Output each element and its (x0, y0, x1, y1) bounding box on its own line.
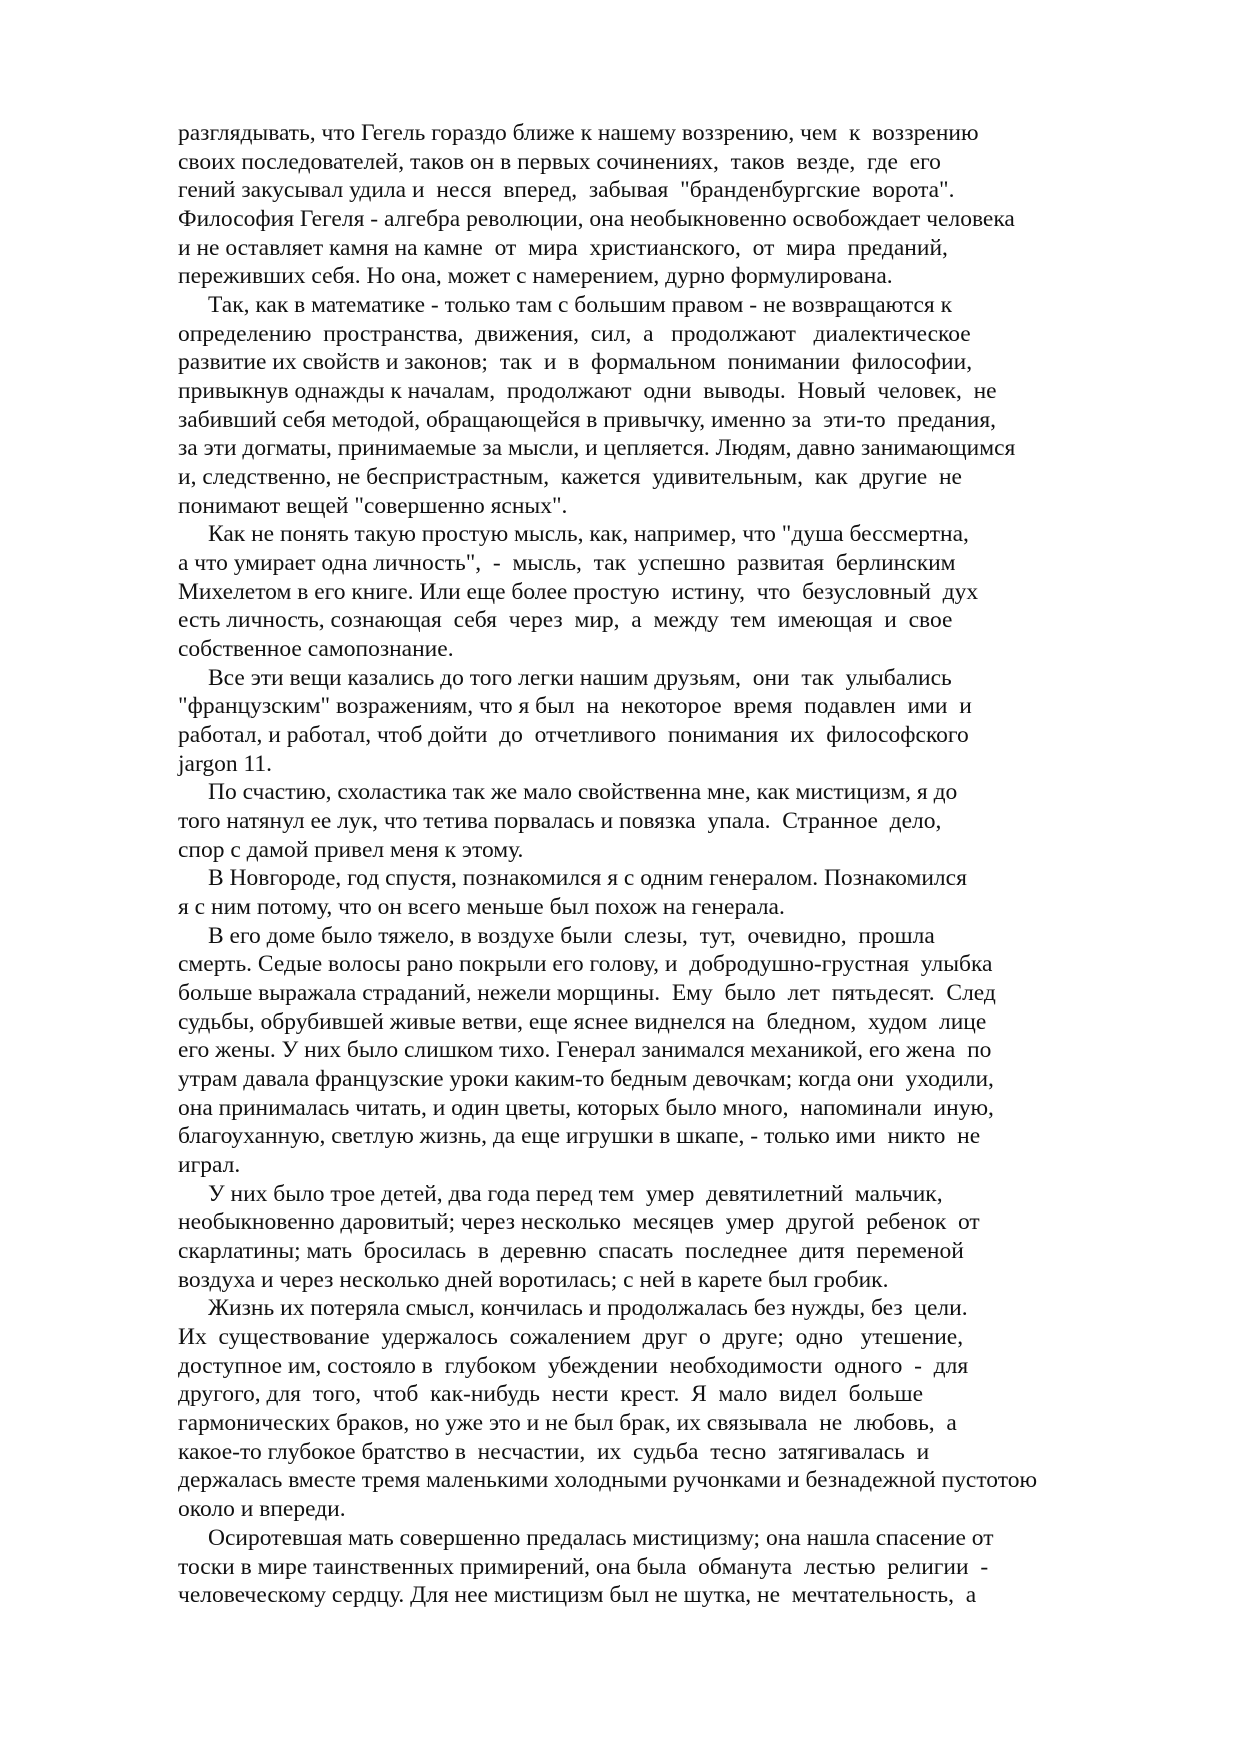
text-line: привыкнув однажды к началам, продолжают одни выводы. Новый человек, не (178, 378, 997, 405)
text-line: его жены. У них было слишком тихо. Генерал занимался механикой, его жена по (178, 1037, 992, 1064)
text-line: необыкновенно даровитый; через несколько месяцев умер другой ребенок от (178, 1209, 980, 1236)
text-line: судьбы, обрубившей живые ветви, еще яснее виднелся на бледном, худом лице (178, 1008, 987, 1035)
text-line: определению пространства, движения, сил, а продолжают диалектическое (178, 320, 971, 347)
text-line: понимают вещей "совершенно ясных". (178, 492, 568, 519)
text-line: развитие их свойств и законов; так и в формальном понимании философии, (178, 349, 973, 376)
paragraph-first-line: Осиротевшая мать совершенно предалась мистицизму; она нашла спасение от (208, 1524, 994, 1551)
paragraph-first-line: По счастию, схоластика так же мало свойственна мне, как мистицизм, я до (208, 779, 958, 806)
text-line: "французским" возражениям, что я был на некоторое время подавлен ими и (178, 693, 972, 720)
text-line: есть личность, сознающая себя через мир, а между тем имеющая и свое (178, 607, 953, 634)
text-line: спор с дамой привел меня к этому. (178, 836, 524, 863)
text-line: jargon 11. (178, 750, 272, 777)
text-line: скарлатины; мать бросилась в деревню спасать последнее дитя переменой (178, 1238, 964, 1265)
text-line: благоуханную, светлую жизнь, да еще игрушки в шкапе, - только ими никто не (178, 1123, 981, 1150)
text-line: Их существование удержалось сожалением друг о друге; одно утешение, (178, 1324, 964, 1351)
text-line: утрам давала французские уроки каким-то бедным девочкам; когда они уходили, (178, 1066, 994, 1093)
text-line: воздуха и через несколько дней воротилась; с ней в карете был гробик. (178, 1266, 889, 1293)
text-line: тоски в мире таинственных примирений, она была обманута лестью религии - (178, 1553, 989, 1580)
paragraph-first-line: В Новгороде, год спустя, познакомился я с одним генералом. Познакомился (208, 865, 967, 892)
text-line: гармонических браков, но уже это и не был брак, их связывала не любовь, а (178, 1410, 957, 1437)
text-line: я с ним потому, что он всего меньше был похож на генерала. (178, 894, 785, 921)
paragraph-first-line: Жизнь их потеряла смысл, кончилась и продолжалась без нужды, без цели. (208, 1295, 968, 1322)
text-line: Философия Гегеля - алгебра революции, она необыкновенно освобождает человека (178, 206, 1015, 232)
text-line: какое-то глубокое братство в несчастии, их судьба тесно затягивалась и (178, 1438, 930, 1465)
text-line: около и впереди. (178, 1496, 346, 1523)
text-line: гений закусывал удила и несся вперед, забывая "бранденбургские ворота". (178, 177, 955, 204)
text-line: держалась вместе тремя маленькими холодными ручонками и безнадежной пустотою (178, 1467, 1038, 1494)
text-line: и, следственно, не беспристрастным, кажется удивительным, как другие не (178, 464, 962, 491)
text-line: того натянул ее лук, что тетива порвалась и повязка упала. Странное дело, (178, 808, 942, 835)
text-line: доступное им, состояло в глубоком убеждении необходимости одного - для (178, 1352, 969, 1379)
paragraph-first-line: разглядывать, что Гегель гораздо ближе к нашему воззрению, чем к воззрению (178, 120, 979, 146)
text-line: она принималась читать, и один цветы, которых было много, напоминали иную, (178, 1094, 994, 1121)
text-line: собственное самопознание. (178, 636, 454, 663)
text-line: смерть. Седые волосы рано покрыли его голову, и добродушно-грустная улыбка (178, 951, 993, 978)
text-line: своих последователей, таков он в первых сочинениях, таков везде, где его (178, 148, 941, 175)
text-line: Михелетом в его книге. Или еще более простую истину, что безусловный дух (178, 578, 979, 605)
paragraph-first-line: Как не понять такую простую мысль, как, например, что "душа бессмертна, (208, 521, 969, 548)
paragraph-first-line: Так, как в математике - только там с большим правом - не возвращаются к (208, 292, 952, 319)
paragraph-first-line: Все эти вещи казались до того легки нашим друзьям, они так улыбались (208, 664, 952, 691)
text-line: а что умирает одна личность", - мысль, так успешно развитая берлинским (178, 550, 956, 577)
text-line: переживших себя. Но она, может с намерением, дурно формулирована. (178, 263, 893, 290)
paragraph-first-line: У них было трое детей, два года перед тем умер девятилетний мальчик, (208, 1180, 943, 1207)
text-line: человеческому сердцу. Для нее мистицизм был не шутка, не мечтательность, а (178, 1582, 977, 1609)
text-line: больше выражала страданий, нежели морщины. Ему было лет пятьдесят. След (178, 980, 996, 1007)
text-line: за эти догматы, принимаемые за мысли, и цепляется. Людям, давно занимающимся (178, 435, 1016, 462)
text-line: другого, для того, чтоб как-нибудь нести крест. Я мало видел больше (178, 1381, 924, 1408)
text-line: и не оставляет камня на камне от мира христианского, от мира преданий, (178, 234, 948, 261)
text-line: играл. (178, 1152, 241, 1179)
text-line: работал, и работал, чтоб дойти до отчетливого понимания их философского (178, 722, 969, 749)
paragraph-first-line: В его доме было тяжело, в воздухе были слезы, тут, очевидно, прошла (208, 922, 935, 949)
text-line: забивший себя методой, обращающейся в привычку, именно за эти-то предания, (178, 406, 997, 433)
